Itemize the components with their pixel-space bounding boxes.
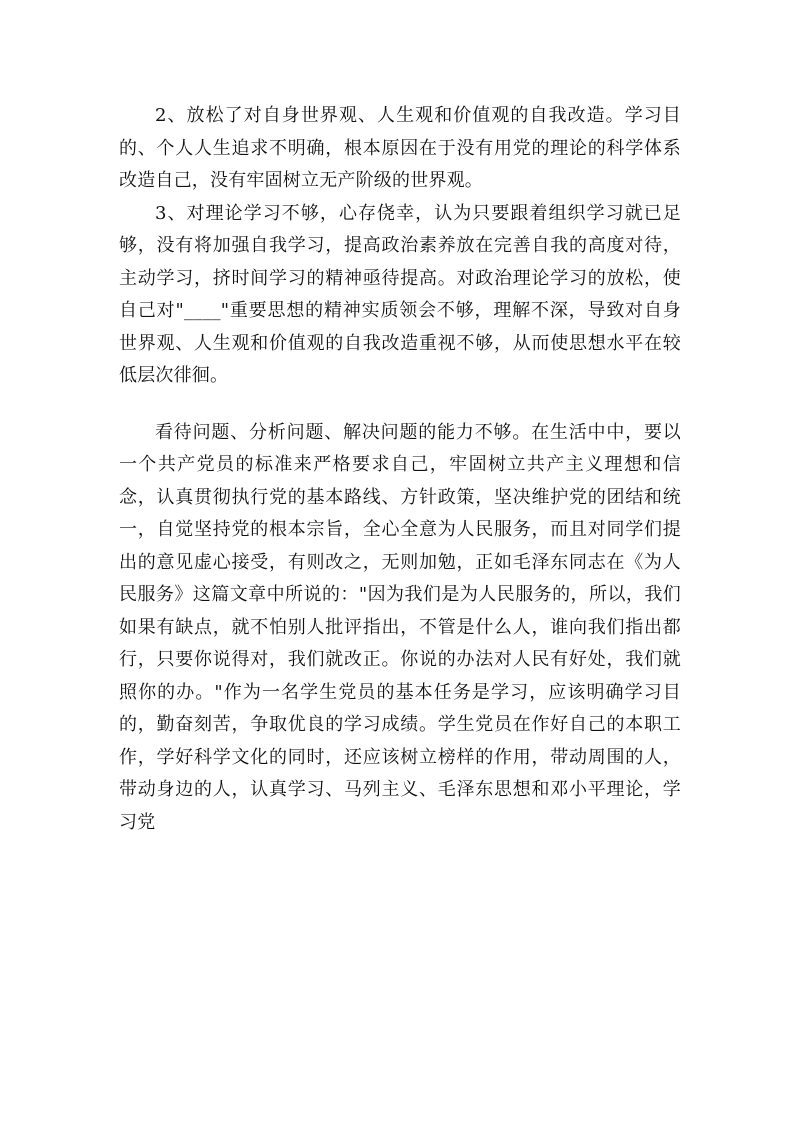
document-body	[119, 100, 681, 839]
paragraph-worldview: 2、放松了对自身世界观、人生观和价值观的自我改造。学习目的、个人人生追求不明确，根本原因在于没有用党的理论的科学体系改造自己，没有牢固树立无产阶级的世界观。	[119, 105, 681, 191]
paragraph-problem-solving: 看待问题、分析问题、解决问题的能力不够。在生活中中，要以一个共产党员的标准来严格要求自己，牢固树立共产主义理想和信念，认真贯彻执行党的基本路线、方针政策，坚决维护党的团结和统一，自觉坚持党的根本宗旨，全心全意为人民服务，而且对同学们提出的意见虚心接受，有则改之，无则加勉，正如毛泽东同志在《为人民服务》这篇文章中所说的："因为我们是为人民服务的，所以，我们如果有缺点，就不怕别人批评指出，不管是什么人，谁向我们指出都行，只要你说得对，我们就改正。你说的办法对人民有好处，我们就照你的办。"作为一名学生党员的基本任务是学习，应该明确学习目的，勤奋刻苦，争取优良的学习成绩。学生党员在作好自己的本职工作，学好科学文化的同时，还应该树立榜样的作用，带动周围的人，带动身边的人，认真学习、马列主义、毛泽东思想和邓小平理论，学习党	[119, 421, 681, 833]
paragraph-theory-study: 3、对理论学习不够，心存侥幸，认为只要跟着组织学习就已足够，没有将加强自我学习，提高政治素养放在完善自我的高度对待，主动学习，挤时间学习的精神亟待提高。对政治理论学习的放松，使自己对"____"重要思想的精神实质领会不够，理解不深，导致对自身世界观、人生观和价值观的自我改造重视不够，从而使思想水平在较低层次徘徊。	[119, 202, 681, 386]
